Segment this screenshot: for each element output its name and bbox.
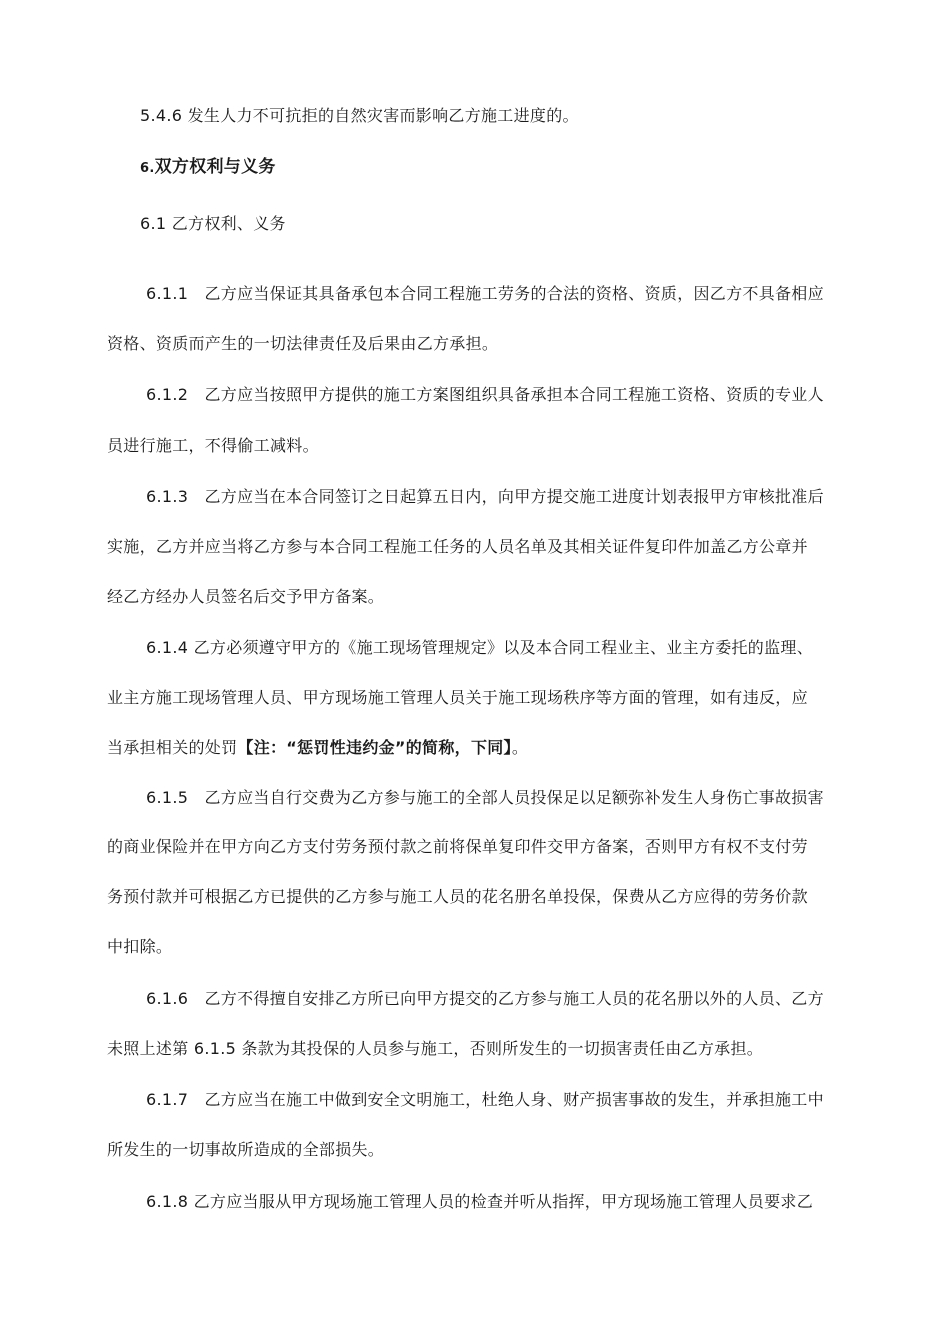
section-6-number: 6. bbox=[140, 161, 155, 176]
clause-6-1-2-line-2: 员进行施工，不得偷工减料。 bbox=[107, 436, 319, 455]
clause-6-1-3-line-2: 实施，乙方并应当将乙方参与本合同工程施工任务的人员名单及其相关证件复印件加盖乙方公章并 bbox=[107, 537, 808, 556]
clause-6-1-4-line-1: 6.1.4 乙方必须遵守甲方的《施工现场管理规定》以及本合同工程业主、业主方委托的监理、 bbox=[146, 638, 813, 657]
clause-6-1-3-line-1: 6.1.3 乙方应当在本合同签订之日起算五日内，向甲方提交施工进度计划表报甲方审核批准后 bbox=[146, 487, 824, 506]
clause-6-1-6-line-2: 未照上述第 6.1.5 条款为其投保的人员参与施工，否则所发生的一切损害责任由乙方承担。 bbox=[107, 1039, 764, 1058]
clause-6-1-1-line-1: 6.1.1 乙方应当保证其具备承包本合同工程施工劳务的合法的资格、资质，因乙方不具备相应 bbox=[146, 284, 824, 303]
clause-6-1-6-line-1: 6.1.6 乙方不得擅自安排乙方所已向甲方提交的乙方参与施工人员的花名册以外的人员、乙方 bbox=[146, 989, 824, 1008]
clause-6-1-5-line-1: 6.1.5 乙方应当自行交费为乙方参与施工的全部人员投保足以足额弥补发生人身伤亡事故损害 bbox=[146, 788, 824, 807]
clause-6-1-5-line-3: 务预付款并可根据乙方已提供的乙方参与施工人员的花名册名单投保，保费从乙方应得的劳务价款 bbox=[107, 887, 808, 906]
clause-6-1-4-line-2: 业主方施工现场管理人员、甲方现场施工管理人员关于施工现场秩序等方面的管理，如有违反，应 bbox=[107, 688, 808, 707]
section-6-title: 双方权利与义务 bbox=[154, 157, 276, 177]
clause-6-1-7-line-1: 6.1.7 乙方应当在施工中做到安全文明施工，杜绝人身、财产损害事故的发生，并承担施工中 bbox=[146, 1090, 824, 1109]
clause-5-4-6: 5.4.6 发生人力不可抗拒的自然灾害而影响乙方施工进度的。 bbox=[140, 106, 579, 125]
clause-6-1-2-line-1: 6.1.2 乙方应当按照甲方提供的施工方案图组织具备承担本合同工程施工资格、资质的专业人 bbox=[146, 385, 824, 404]
clause-6-1-5-line-4: 中扣除。 bbox=[107, 937, 173, 956]
clause-6-1: 6.1 乙方权利、义务 bbox=[140, 214, 286, 233]
clause-6-1-5-line-2: 的商业保险并在甲方向乙方支付劳务预付款之前将保单复印件交甲方备案，否则甲方有权不支付劳 bbox=[107, 837, 808, 856]
clause-6-1-4-text: 当承担相关的处罚 bbox=[107, 738, 238, 757]
clause-6-1-8-line-1: 6.1.8 乙方应当服从甲方现场施工管理人员的检查并听从指挥，甲方现场施工管理人员要求乙 bbox=[146, 1192, 813, 1211]
clause-6-1-7-line-2: 所发生的一切事故所造成的全部损失。 bbox=[107, 1140, 385, 1159]
clause-6-1-4-line-3 bbox=[107, 738, 847, 758]
clause-6-1-1-line-2: 资格、资质而产生的一切法律责任及后果由乙方承担。 bbox=[107, 334, 499, 353]
clause-6-1-3-line-3: 经乙方经办人员签名后交予甲方备案。 bbox=[107, 587, 385, 606]
clause-6-1-4-end: 。 bbox=[511, 738, 529, 757]
clause-6-1-4-note: 【注：“惩罚性违约金”的简称，下同】 bbox=[237, 738, 512, 757]
section-6-heading bbox=[140, 157, 880, 179]
